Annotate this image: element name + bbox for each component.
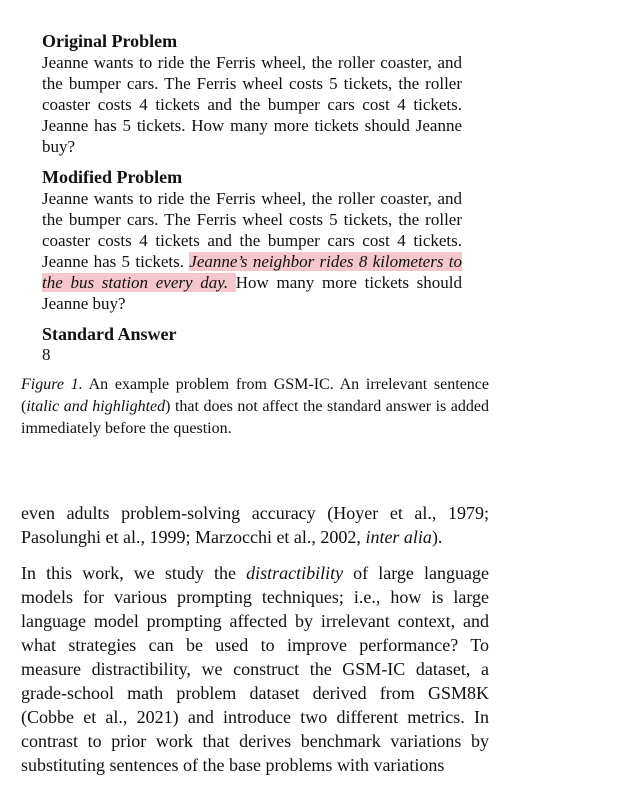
original-problem-heading: Original Problem [42,31,178,51]
p1-after: ). [431,527,443,547]
modified-problem-heading: Modified Problem [42,167,183,187]
figure-1-box [42,30,462,374]
standard-answer-value: 8 [42,345,51,364]
p1-before: even adults problem-solving accuracy (Hoyer et al., 1979; Pasolunghi et al., 1999; Marzocchi et al., 2002, [21,503,489,547]
original-problem-text: Jeanne wants to ride the Ferris wheel, the roller coaster, and the bumper cars. The Ferris wheel costs 5 tickets, the roller coaster costs 4 tickets and the bumper cars cost 4 tickets. Jeanne has 5 tickets. How many more tickets should Jeanne buy? [42,53,462,156]
modified-problem-text [42,188,462,314]
body-text [21,501,489,789]
figure-label: Figure 1. [21,376,83,393]
modified-text-after: How many more tickets should Jeanne buy? [42,273,463,313]
p2-after: of large language models for various prompting techniques; i.e., how is large language model prompting affected by irrelevant context, and what strategies can be used to improve performance? To measure distractibility, we construct the GSM-IC dataset, a grade-school math problem dataset derived from GSM8K (Cobbe et al., 2021) and introduce two different metrics. In contrast to prior work that derives benchmark variations by substituting sentences of the base problems with variations [21,563,489,775]
standard-answer-section [42,323,462,365]
modified-text-before: Jeanne wants to ride the Ferris wheel, the roller coaster, and the bumper cars. The Ferris wheel costs 5 tickets, the roller coaster costs 4 tickets and the bumper cars cost 4 tickets. Jeanne has 5 tickets. [42,189,462,271]
caption-text-after: ) that does not affect the standard answer is added immediately before the question. [21,398,489,437]
caption-text-before: An example problem from GSM-IC. An irrelevant sentence ( [21,376,490,415]
standard-answer-heading: Standard Answer [42,324,177,344]
p2-before: In this work, we study the [21,563,247,583]
caption-italic: italic and highlighted [26,398,166,415]
paragraph-2 [21,561,489,777]
p1-italic: inter alia [365,527,432,547]
p2-italic: distractibility [246,563,344,583]
paragraph-1 [21,501,489,549]
irrelevant-sentence-highlight: Jeanne’s neighbor rides 8 kilometers to the bus station every day. [42,252,462,292]
figure-caption [21,374,489,440]
modified-problem-section [42,166,462,314]
original-problem-section [42,30,462,157]
